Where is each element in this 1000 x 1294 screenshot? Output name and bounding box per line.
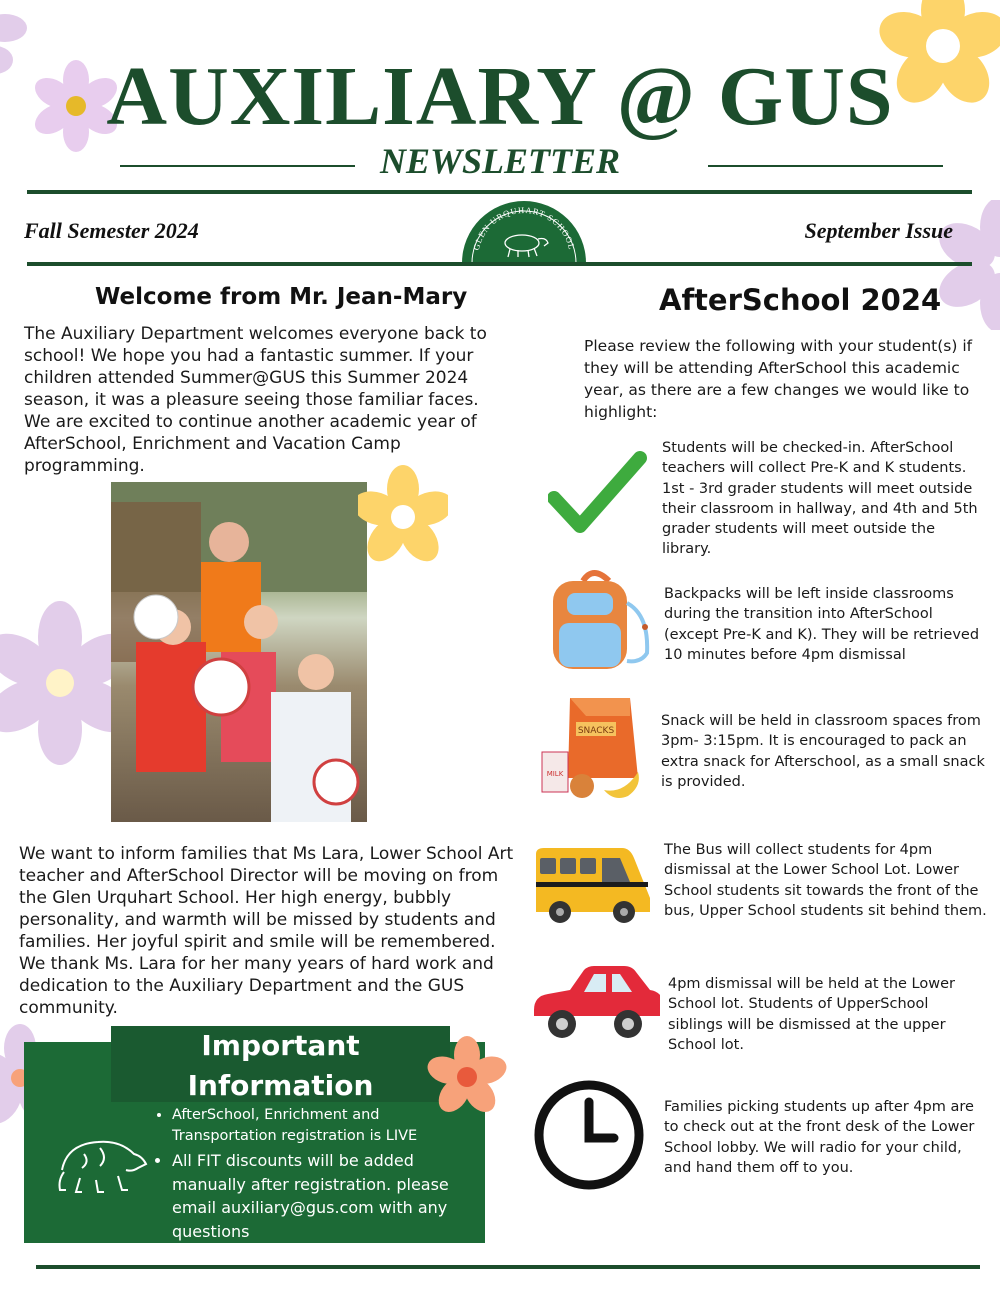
newsletter-title: AUXILIARY @ GUS (106, 50, 894, 143)
issue-label: September Issue (804, 218, 953, 243)
important-heading-line2: Information (187, 1069, 374, 1102)
farewell-paragraph: We want to inform families that Ms Lara, Lower School Art teacher and AfterSchool Director will be moving on from the Glen Urquhart School. Her high energy, bubbly personality, and warmth will be missed by students and families. Her joyful spirit and smile will be remembered. We thank Ms. Lara for her many years of hard work and dedication to the Auxiliary Department and the GUS community. (19, 844, 514, 1018)
staff-and-students-photo (111, 482, 367, 822)
afterschool-item-text: Backpacks will be left inside classrooms during the transition into AfterSchool (except Pre-K and K). They will be retrieved 10 minutes before 4pm dismissal (664, 586, 980, 663)
boar-mascot-icon (50, 1128, 150, 1200)
afterschool-item-text: Families picking students up after 4pm are to check out at the front desk of the Lower School lobby. We will radio for your child, and hand them off to you. (664, 1099, 975, 1176)
checkmark-icon (548, 450, 648, 542)
list-item: • AfterSchool, Enrichment and Transportation registration is LIVE (172, 1105, 470, 1147)
semester-label: Fall Semester 2024 (24, 218, 199, 243)
divider (708, 165, 943, 167)
important-info-heading (111, 1026, 450, 1102)
footer-divider (36, 1265, 980, 1269)
afterschool-item-text: Students will be checked-in. AfterSchool teachers will collect Pre-K and K students. 1st - 3rd grader students will meet outside their classroom in hallway, and 4th and 5th grader students will meet outside the library. (662, 440, 978, 558)
newsletter-subtitle: NEWSLETTER (379, 141, 621, 181)
milk-carton-label: MILK (546, 770, 564, 778)
seal-text: GLEN URQUHART SCHOOL (470, 204, 578, 252)
welcome-paragraph: The Auxiliary Department welcomes everyone back to school! We hope you had a fantastic summer. If your children attended Summer@GUS this Summer 2024 season, it was a pleasure seeing those familiar faces. We are excited to continue another academic year of AfterSchool, Enrichment and Vacation Camp programming. (24, 324, 487, 476)
afterschool-heading: AfterSchool 2024 (659, 283, 942, 317)
important-heading-line1: Important (201, 1029, 360, 1062)
car-icon (528, 962, 660, 1042)
welcome-heading: Welcome from Mr. Jean-Mary (95, 284, 468, 310)
flower-decoration-icon (358, 462, 448, 572)
list-item: • All FIT discounts will be added manually after registration. please email auxiliary@gus.com with any questions (172, 1149, 470, 1243)
clock-icon (532, 1078, 646, 1192)
afterschool-item-text: 4pm dismissal will be held at the Lower School lot. Students of UpperSchool siblings will be dismissed at the upper School lot. (668, 976, 955, 1053)
afterschool-item-text: The Bus will collect students for 4pm dismissal at the Lower School Lot. Lower School students sit towards the front of the bus, Upper School students sit behind them. (664, 842, 987, 919)
afterschool-intro: Please review the following with your student(s) if they will be attending AfterSchool this academic year, as there are a few changes we would like to highlight: (584, 337, 973, 421)
snack-bag-label: SNACKS (577, 726, 615, 736)
divider (27, 262, 972, 266)
school-bus-icon (532, 846, 654, 926)
snack-bag-icon (540, 694, 652, 800)
school-seal-logo (462, 193, 586, 263)
backpack-icon (545, 563, 657, 673)
afterschool-item-text: Snack will be held in classroom spaces from 3pm- 3:15pm. It is encouraged to pack an extra snack for Afterschool, as a small snack is provided. (661, 713, 985, 790)
flower-decoration-icon (0, 598, 115, 768)
important-info-list (150, 1105, 470, 1245)
